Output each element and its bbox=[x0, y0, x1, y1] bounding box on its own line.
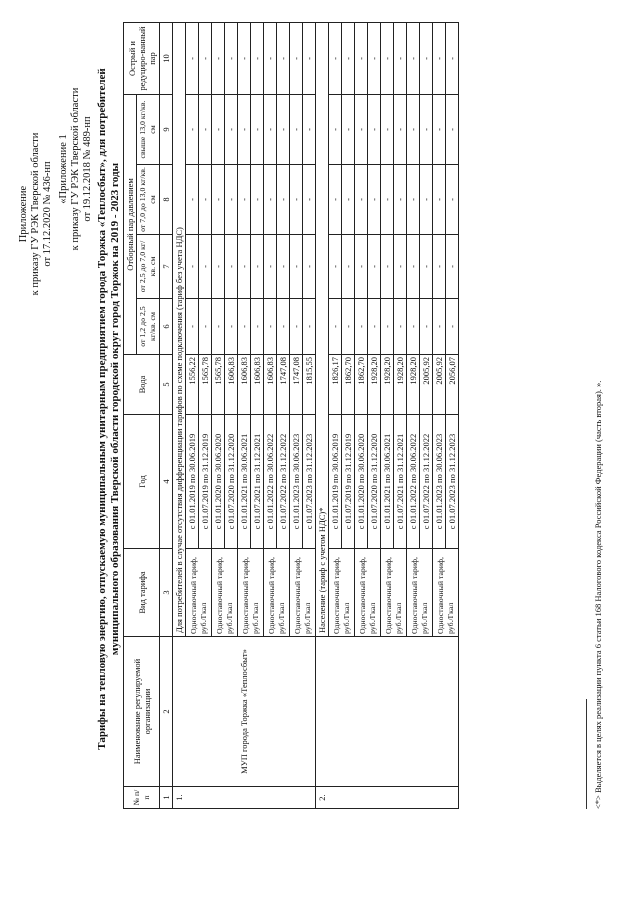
period-cell: с 01.07.2019 по 31.12.2019 bbox=[342, 415, 355, 549]
dash-cell: - bbox=[433, 235, 446, 299]
document-title bbox=[96, 9, 122, 809]
dash-cell: - bbox=[329, 299, 342, 355]
org-name bbox=[316, 637, 459, 787]
tariff-table bbox=[123, 22, 459, 809]
dash-cell: - bbox=[212, 94, 225, 164]
dash-cell: - bbox=[329, 22, 342, 94]
dash-cell: - bbox=[290, 165, 303, 235]
tariff-type: Одноставочный тариф, руб./Гкал bbox=[381, 549, 407, 637]
dash-cell: - bbox=[212, 235, 225, 299]
dash-cell: - bbox=[381, 235, 394, 299]
appendix-header bbox=[58, 34, 94, 304]
water-value: 1928,20 bbox=[394, 355, 407, 415]
dash-cell: - bbox=[186, 22, 199, 94]
dash-cell: - bbox=[394, 22, 407, 94]
water-value: 1928,20 bbox=[407, 355, 420, 415]
dash-cell: - bbox=[446, 235, 459, 299]
col-number: 8 bbox=[160, 165, 173, 235]
title-line1: Тарифы на тепловую энергию, отпускаемую муниципальным унитарным предприятием города Торжка «Теплосбыт», для потребителей bbox=[96, 68, 108, 750]
section-number: 1. bbox=[173, 787, 316, 809]
dash-cell: - bbox=[238, 22, 251, 94]
period-cell: с 01.01.2023 по 30.06.2023 bbox=[290, 415, 303, 549]
dash-cell: - bbox=[212, 22, 225, 94]
period-cell: с 01.01.2020 по 30.06.2020 bbox=[355, 415, 368, 549]
dash-cell: - bbox=[355, 299, 368, 355]
footnote-divider bbox=[586, 699, 587, 809]
dash-cell: - bbox=[212, 165, 225, 235]
dash-cell: - bbox=[355, 165, 368, 235]
header-num: № п/ п bbox=[124, 787, 160, 809]
dash-cell: - bbox=[277, 299, 290, 355]
water-value: 1565,78 bbox=[212, 355, 225, 415]
dash-cell: - bbox=[277, 22, 290, 94]
period-cell: с 01.07.2021 по 31.12.2021 bbox=[251, 415, 264, 549]
section-number: 2. bbox=[316, 787, 459, 809]
period-cell: с 01.07.2023 по 31.12.2023 bbox=[303, 415, 316, 549]
dash-cell: - bbox=[186, 94, 199, 164]
dash-cell: - bbox=[394, 165, 407, 235]
column-number-row bbox=[160, 22, 173, 808]
period-cell: с 01.01.2019 по 30.06.2019 bbox=[186, 415, 199, 549]
dash-cell: - bbox=[394, 299, 407, 355]
appendix-header-line1: «Приложение 1 bbox=[58, 134, 69, 204]
header-sharp-steam: Острый и редуциро-ванный пар bbox=[124, 22, 160, 94]
dash-cell: - bbox=[407, 299, 420, 355]
dash-cell: - bbox=[329, 94, 342, 164]
col-number: 7 bbox=[160, 235, 173, 299]
dash-cell: - bbox=[368, 94, 381, 164]
water-value: 1826,17 bbox=[329, 355, 342, 415]
section-row bbox=[316, 22, 329, 808]
approval-header bbox=[18, 84, 54, 344]
header-water: Вода bbox=[124, 355, 160, 415]
period-cell: с 01.01.2019 по 30.06.2019 bbox=[329, 415, 342, 549]
dash-cell: - bbox=[277, 165, 290, 235]
dash-cell: - bbox=[264, 94, 277, 164]
col-number: 2 bbox=[160, 637, 173, 787]
water-value: 1556,22 bbox=[186, 355, 199, 415]
water-value: 1606,83 bbox=[264, 355, 277, 415]
dash-cell: - bbox=[303, 299, 316, 355]
dash-cell: - bbox=[355, 22, 368, 94]
dash-cell: - bbox=[303, 165, 316, 235]
period-cell: с 01.07.2023 по 31.12.2023 bbox=[446, 415, 459, 549]
dash-cell: - bbox=[238, 235, 251, 299]
dash-cell: - bbox=[251, 22, 264, 94]
tariff-type: Одноставочный тариф, руб./Гкал bbox=[264, 549, 290, 637]
col-number: 1 bbox=[160, 787, 173, 809]
period-cell: с 01.07.2020 по 31.12.2020 bbox=[368, 415, 381, 549]
dash-cell: - bbox=[394, 94, 407, 164]
dash-cell: - bbox=[342, 165, 355, 235]
dash-cell: - bbox=[225, 299, 238, 355]
water-value: 1862,70 bbox=[342, 355, 355, 415]
water-value: 1606,83 bbox=[238, 355, 251, 415]
dash-cell: - bbox=[290, 94, 303, 164]
header-steam-group: Отборный пар давлением bbox=[124, 94, 137, 354]
water-value: 1862,70 bbox=[355, 355, 368, 415]
org-name: МУП города Торжка «Теплосбыт» bbox=[173, 637, 316, 787]
dash-cell: - bbox=[407, 235, 420, 299]
dash-cell: - bbox=[381, 165, 394, 235]
dash-cell: - bbox=[186, 299, 199, 355]
dash-cell: - bbox=[303, 94, 316, 164]
dash-cell: - bbox=[368, 299, 381, 355]
header-pressure-3: от 7,0 до 13,0 кг/кв. см bbox=[137, 165, 160, 235]
dash-cell: - bbox=[381, 22, 394, 94]
dash-cell: - bbox=[368, 235, 381, 299]
dash-cell: - bbox=[238, 299, 251, 355]
col-number: 6 bbox=[160, 299, 173, 355]
dash-cell: - bbox=[199, 235, 212, 299]
dash-cell: - bbox=[342, 235, 355, 299]
period-cell: с 01.01.2021 по 30.06.2021 bbox=[238, 415, 251, 549]
dash-cell: - bbox=[342, 299, 355, 355]
water-value: 1565,78 bbox=[199, 355, 212, 415]
section-label: Население (тариф с учетом НДС)* bbox=[316, 22, 329, 636]
dash-cell: - bbox=[446, 165, 459, 235]
dash-cell: - bbox=[446, 22, 459, 94]
col-number: 4 bbox=[160, 415, 173, 549]
dash-cell: - bbox=[264, 235, 277, 299]
dash-cell: - bbox=[433, 22, 446, 94]
approval-header-line2: к приказу ГУ РЭК Тверской области bbox=[30, 132, 41, 296]
dash-cell: - bbox=[342, 22, 355, 94]
header-pressure-1: от 1,2 до 2,5 кг/кв. см bbox=[137, 299, 160, 355]
water-value: 1606,83 bbox=[251, 355, 264, 415]
period-cell: с 01.01.2022 по 30.06.2022 bbox=[264, 415, 277, 549]
dash-cell: - bbox=[407, 165, 420, 235]
dash-cell: - bbox=[199, 299, 212, 355]
col-number: 5 bbox=[160, 355, 173, 415]
dash-cell: - bbox=[290, 299, 303, 355]
dash-cell: - bbox=[381, 94, 394, 164]
period-cell: с 01.07.2021 по 31.12.2021 bbox=[394, 415, 407, 549]
water-value: 1928,20 bbox=[381, 355, 394, 415]
dash-cell: - bbox=[420, 299, 433, 355]
tariff-type: Одноставочный тариф, руб./Гкал bbox=[433, 549, 459, 637]
dash-cell: - bbox=[433, 165, 446, 235]
tariff-type: Одноставочный тариф, руб./Гкал bbox=[212, 549, 238, 637]
dash-cell: - bbox=[225, 94, 238, 164]
tariff-type: Одноставочный тариф, руб./Гкал bbox=[329, 549, 355, 637]
section-label: Для потребителей в случае отсутствия дифференциации тарифов по схеме подключения (тариф без учета НДС) bbox=[173, 22, 186, 636]
period-cell: с 01.01.2021 по 30.06.2021 bbox=[381, 415, 394, 549]
header-pressure-2: от 2,5 до 7,0 кг/кв. см bbox=[137, 235, 160, 299]
dash-cell: - bbox=[199, 165, 212, 235]
tariff-type: Одноставочный тариф, руб./Гкал bbox=[186, 549, 212, 637]
period-cell: с 01.01.2020 по 30.06.2020 bbox=[212, 415, 225, 549]
dash-cell: - bbox=[420, 235, 433, 299]
dash-cell: - bbox=[368, 165, 381, 235]
dash-cell: - bbox=[394, 235, 407, 299]
header-year: Год bbox=[124, 415, 160, 549]
dash-cell: - bbox=[420, 94, 433, 164]
dash-cell: - bbox=[264, 22, 277, 94]
dash-cell: - bbox=[199, 22, 212, 94]
tariff-type: Одноставочный тариф, руб./Гкал bbox=[407, 549, 433, 637]
dash-cell: - bbox=[342, 94, 355, 164]
title-line2: муниципального образования Тверской области городской округ город Торжок на 2019 - 2023 годы bbox=[109, 162, 121, 656]
tariff-type: Одноставочный тариф, руб./Гкал bbox=[355, 549, 381, 637]
col-number: 9 bbox=[160, 94, 173, 164]
dash-cell: - bbox=[303, 22, 316, 94]
dash-cell: - bbox=[329, 165, 342, 235]
dash-cell: - bbox=[355, 235, 368, 299]
dash-cell: - bbox=[407, 94, 420, 164]
appendix-header-line2: к приказу ГУ РЭК Тверской области bbox=[70, 87, 81, 251]
dash-cell: - bbox=[238, 94, 251, 164]
dash-cell: - bbox=[420, 22, 433, 94]
dash-cell: - bbox=[381, 299, 394, 355]
dash-cell: - bbox=[212, 299, 225, 355]
dash-cell: - bbox=[251, 235, 264, 299]
appendix-header-line3: от 19.12.2018 № 489-нп bbox=[82, 116, 93, 222]
dash-cell: - bbox=[355, 94, 368, 164]
header-type: Вид тарифа bbox=[124, 549, 160, 637]
water-value: 1815,55 bbox=[303, 355, 316, 415]
dash-cell: - bbox=[290, 235, 303, 299]
dash-cell: - bbox=[264, 299, 277, 355]
period-cell: с 01.07.2022 по 31.12.2022 bbox=[420, 415, 433, 549]
dash-cell: - bbox=[368, 22, 381, 94]
dash-cell: - bbox=[433, 299, 446, 355]
dash-cell: - bbox=[303, 235, 316, 299]
dash-cell: - bbox=[251, 165, 264, 235]
dash-cell: - bbox=[277, 94, 290, 164]
dash-cell: - bbox=[290, 22, 303, 94]
header-pressure-4: свыше 13,0 кг/кв. см bbox=[137, 94, 160, 164]
dash-cell: - bbox=[420, 165, 433, 235]
footnote: <*> Выделяется в целях реализации пункта 6 статьи 168 Налогового кодекса Российской Федерации (часть вторая). ». bbox=[593, 380, 603, 809]
period-cell: с 01.07.2020 по 31.12.2020 bbox=[225, 415, 238, 549]
dash-cell: - bbox=[433, 94, 446, 164]
dash-cell: - bbox=[199, 94, 212, 164]
dash-cell: - bbox=[264, 165, 277, 235]
col-number: 10 bbox=[160, 22, 173, 94]
dash-cell: - bbox=[407, 22, 420, 94]
approval-header-line3: от 17.12.2020 № 436-нп bbox=[42, 161, 53, 267]
period-cell: с 01.01.2022 по 30.06.2022 bbox=[407, 415, 420, 549]
water-value: 2056,07 bbox=[446, 355, 459, 415]
water-value: 1747,08 bbox=[277, 355, 290, 415]
water-value: 2005,92 bbox=[420, 355, 433, 415]
dash-cell: - bbox=[251, 299, 264, 355]
tariff-type: Одноставочный тариф, руб./Гкал bbox=[290, 549, 316, 637]
dash-cell: - bbox=[225, 235, 238, 299]
tariff-type: Одноставочный тариф, руб./Гкал bbox=[238, 549, 264, 637]
dash-cell: - bbox=[238, 165, 251, 235]
dash-cell: - bbox=[225, 165, 238, 235]
dash-cell: - bbox=[446, 94, 459, 164]
water-value: 1747,08 bbox=[290, 355, 303, 415]
period-cell: с 01.07.2022 по 31.12.2022 bbox=[277, 415, 290, 549]
dash-cell: - bbox=[329, 235, 342, 299]
section-row bbox=[173, 22, 186, 808]
dash-cell: - bbox=[277, 235, 290, 299]
water-value: 1606,83 bbox=[225, 355, 238, 415]
water-value: 2005,92 bbox=[433, 355, 446, 415]
dash-cell: - bbox=[251, 94, 264, 164]
col-number: 3 bbox=[160, 549, 173, 637]
period-cell: с 01.07.2019 по 31.12.2019 bbox=[199, 415, 212, 549]
approval-header-line1: Приложение bbox=[18, 185, 29, 243]
water-value: 1928,20 bbox=[368, 355, 381, 415]
dash-cell: - bbox=[186, 165, 199, 235]
header-org: Наименование регулируемой организации bbox=[124, 637, 160, 787]
dash-cell: - bbox=[186, 235, 199, 299]
dash-cell: - bbox=[446, 299, 459, 355]
dash-cell: - bbox=[225, 22, 238, 94]
period-cell: с 01.01.2023 по 30.06.2023 bbox=[433, 415, 446, 549]
